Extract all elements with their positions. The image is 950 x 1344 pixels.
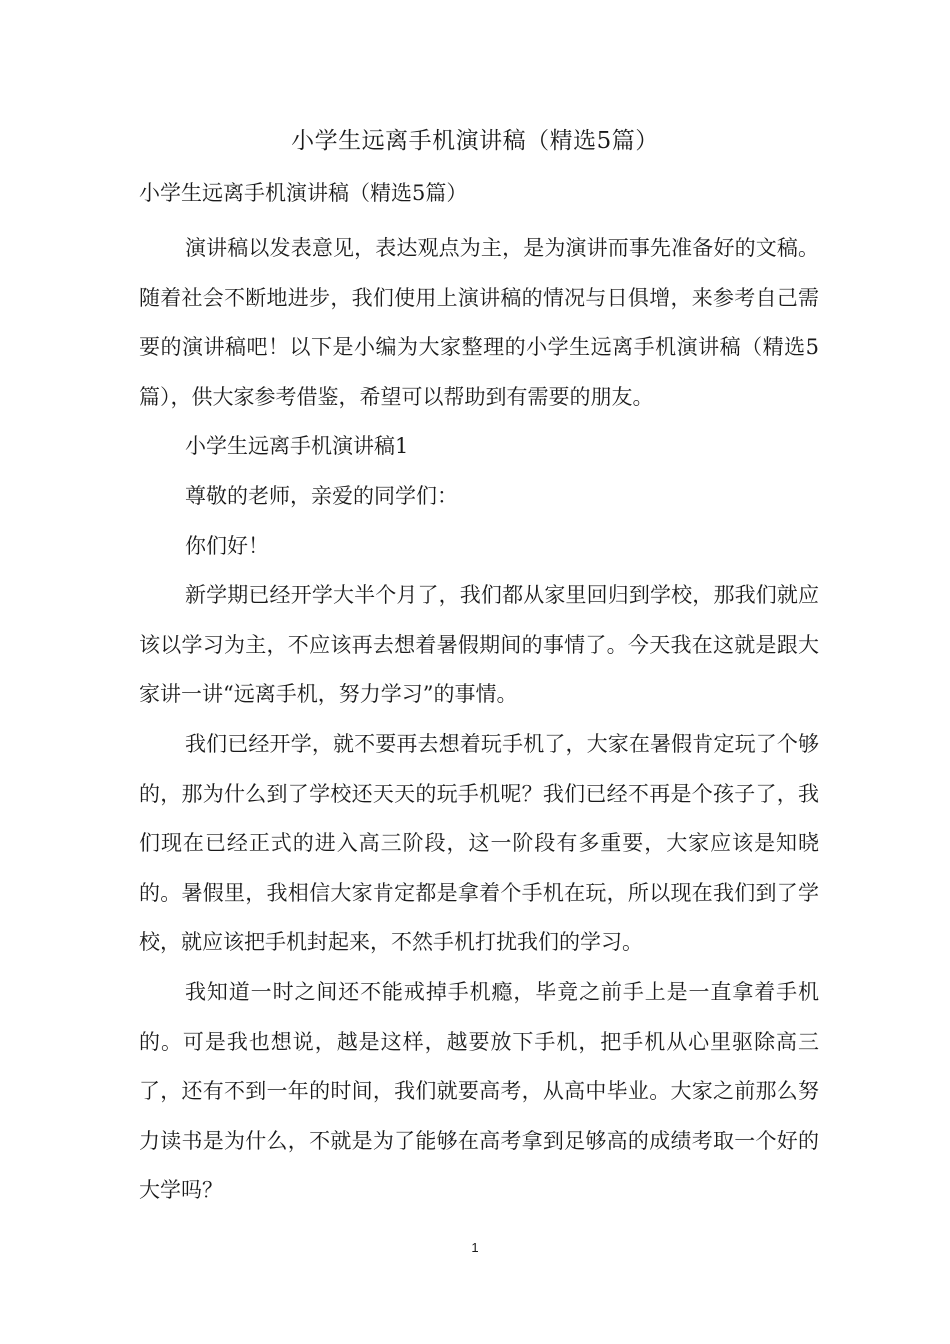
document-body [139, 224, 819, 1216]
paragraph-stop-playing: 我们已经开学，就不要再去想着玩手机了，大家在暑假肯定玩了个够的，那为什么到了学校还天天的玩手机呢？我们已经不再是个孩子了，我们现在已经正式的进入高三阶段，这一阶段有多重要，大家应该是知晓的。暑假里，我相信大家肯定都是拿着个手机在玩，所以现在我们到了学校，就应该把手机封起来，不然手机打扰我们的学习。 [139, 731, 819, 955]
document-title: 小学生远离手机演讲稿（精选5篇） [291, 128, 659, 154]
greeting: 你们好！ [185, 533, 269, 558]
page-number: 1 [471, 1240, 479, 1255]
paragraph-intro: 演讲稿以发表意见，表达观点为主，是为演讲而事先准备好的文稿。随着社会不断地进步，我们使用上演讲稿的情况与日俱增，来参考自己需要的演讲稿吧！以下是小编为大家整理的小学生远离手机演讲稿（精选5篇），供大家参考借鉴，希望可以帮助到有需要的朋友。 [139, 236, 819, 409]
paragraph-quit-addiction: 我知道一时之间还不能戒掉手机瘾，毕竟之前手上是一直拿着手机的。可是我也想说，越是这样，越要放下手机，把手机从心里驱除高三了，还有不到一年的时间，我们就要高考，从高中毕业。大家之前那么努力读书是为什么，不就是为了能够在高考拿到足够高的成绩考取一个好的大学吗？ [139, 979, 819, 1203]
paragraph-new-semester: 新学期已经开学大半个月了，我们都从家里回归到学校，那我们就应该以学习为主，不应该再去想着暑假期间的事情了。今天我在这就是跟大家讲一讲“远离手机，努力学习”的事情。 [139, 583, 819, 707]
section-heading: 小学生远离手机演讲稿1 [185, 434, 409, 459]
salutation: 尊敬的老师，亲爱的同学们： [185, 483, 458, 508]
document-subtitle: 小学生远离手机演讲稿（精选5篇） [139, 181, 468, 205]
